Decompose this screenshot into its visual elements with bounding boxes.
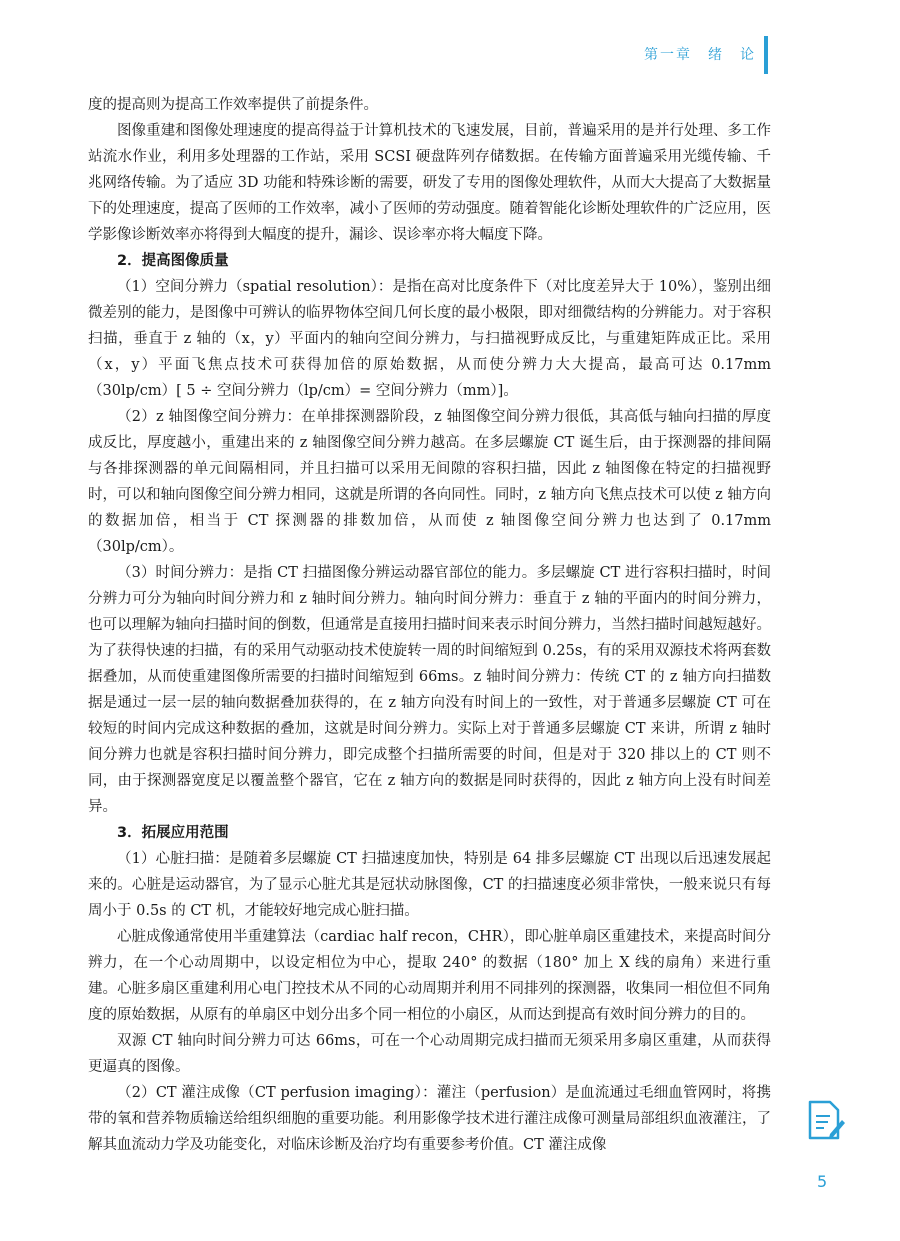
header-accent-bar <box>764 36 768 74</box>
paragraph: 度的提高则为提高工作效率提供了前提条件。 <box>88 97 378 113</box>
body-text <box>88 92 771 1158</box>
chapter-header: 第一章 绪 论 <box>644 47 756 63</box>
paragraph: 图像重建和图像处理速度的提高得益于计算机技术的飞速发展，目前，普遍采用的是并行处理、多工作站流水作业，利用多处理器的工作站，采用 SCSI 硬盘阵列存储数据。在传输方面普遍采用光缆传输、千兆网络传输。为了适应 3D 功能和特殊诊断的需要，研发了专用的图像处理软件，从而大大提高了大数据量下的处理速度，提高了医师的工作效率，减小了医师的劳动强度。随着智能化诊断处理软件的广泛应用，医学影像诊断效率亦将得到大幅度的提升，漏诊、误诊率亦将大幅度下降。 <box>88 123 771 243</box>
section-heading: 2．提高图像质量 <box>117 253 229 269</box>
document-edit-icon <box>800 1096 848 1144</box>
section-heading: 3．拓展应用范围 <box>117 825 229 841</box>
paragraph: （1）心脏扫描：是随着多层螺旋 CT 扫描速度加快，特别是 64 排多层螺旋 CT 出现以后迅速发展起来的。心脏是运动器官，为了显示心脏尤其是冠状动脉图像，CT 的扫描速度必须非常快，一般来说只有每周小于 0.5s 的 CT 机，才能较好地完成心脏扫描。 <box>88 851 771 919</box>
paragraph: 心脏成像通常使用半重建算法（cardiac half recon，CHR），即心脏单扇区重建技术，来提高时间分辨力，在一个心动周期中，以设定相位为中心，提取 240° 的数据（180° 加上 X 线的扇角）来进行重建。心脏多扇区重建利用心电门控技术从不同的心动周期并利用不同排列的探测器，收集同一相位但不同角度的原始数据，从原有的单扇区中划分出多个同一相位的小扇区，从而达到提高有效时间分辨力的目的。 <box>88 929 771 1023</box>
paragraph: （3）时间分辨力：是指 CT 扫描图像分辨运动器官部位的能力。多层螺旋 CT 进行容积扫描时，时间分辨力可分为轴向时间分辨力和 z 轴时间分辨力。轴向时间分辨力：垂直于 z 轴的平面内的时间分辨力，也可以理解为轴向扫描时间的倒数，但通常是直接用扫描时间来表示时间分辨力，当然扫描时间越短越好。为了获得快速的扫描，有的采用气动驱动技术使旋转一周的时间缩短到 0.25s，有的采用双源技术将两套数据叠加，从而使重建图像所需要的扫描时间缩短到 66ms。z 轴时间分辨力：传统 CT 的 z 轴方向扫描数据是通过一层一层的轴向数据叠加获得的，在 z 轴方向没有时间上的一致性，对于普通多层螺旋 CT 可在较短的时间内完成这种数据的叠加，这就是时间分辨力。实际上对于普通多层螺旋 CT 来讲，所谓 z 轴时间分辨力也就是容积扫描时间分辨力，即完成整个扫描所需要的时间，但是对于 320 排以上的 CT 则不同，由于探测器宽度足以覆盖整个器官，它在 z 轴方向的数据是同时获得的，因此 z 轴方向上没有时间差异。 <box>88 565 771 815</box>
paragraph: （1）空间分辨力（spatial resolution）：是指在高对比度条件下（对比度差异大于 10%），鉴别出细微差别的能力，是图像中可辨认的临界物体空间几何长度的最小极限，即对细微结构的分辨能力。对于容积扫描，垂直于 z 轴的（x，y）平面内的轴向空间分辨力，与扫描视野成反比，与重建矩阵成正比。采用（x，y）平面飞焦点技术可获得加倍的原始数据，从而使分辨力大大提高，最高可达 0.17mm（30lp/cm）[ 5 ÷ 空间分辨力（lp/cm）= 空间分辨力（mm）]。 <box>88 279 771 399</box>
paragraph: （2）CT 灌注成像（CT perfusion imaging）：灌注（perfusion）是血流通过毛细血管网时，将携带的氧和营养物质输送给组织细胞的重要功能。利用影像学技术进行灌注成像可测量局部组织血液灌注，了解其血流动力学及功能变化，对临床诊断及治疗均有重要参考价值。CT 灌注成像 <box>88 1085 771 1153</box>
paragraph: 双源 CT 轴向时间分辨力可达 66ms，可在一个心动周期完成扫描而无须采用多扇区重建，从而获得更逼真的图像。 <box>88 1033 771 1075</box>
page-number: 5 <box>817 1172 828 1191</box>
paragraph: （2）z 轴图像空间分辨力：在单排探测器阶段，z 轴图像空间分辨力很低，其高低与轴向扫描的厚度成反比，厚度越小，重建出来的 z 轴图像空间分辨力越高。在多层螺旋 CT 诞生后，由于探测器的排间隔与各排探测器的单元间隔相同，并且扫描可以采用无间隙的容积扫描，因此 z 轴图像在特定的扫描视野时，可以和轴向图像空间分辨力相同，这就是所谓的各向同性。同时，z 轴方向飞焦点技术可以使 z 轴方向的数据加倍，相当于 CT 探测器的排数加倍，从而使 z 轴图像空间分辨力也达到了 0.17mm（30lp/cm）。 <box>88 409 771 555</box>
